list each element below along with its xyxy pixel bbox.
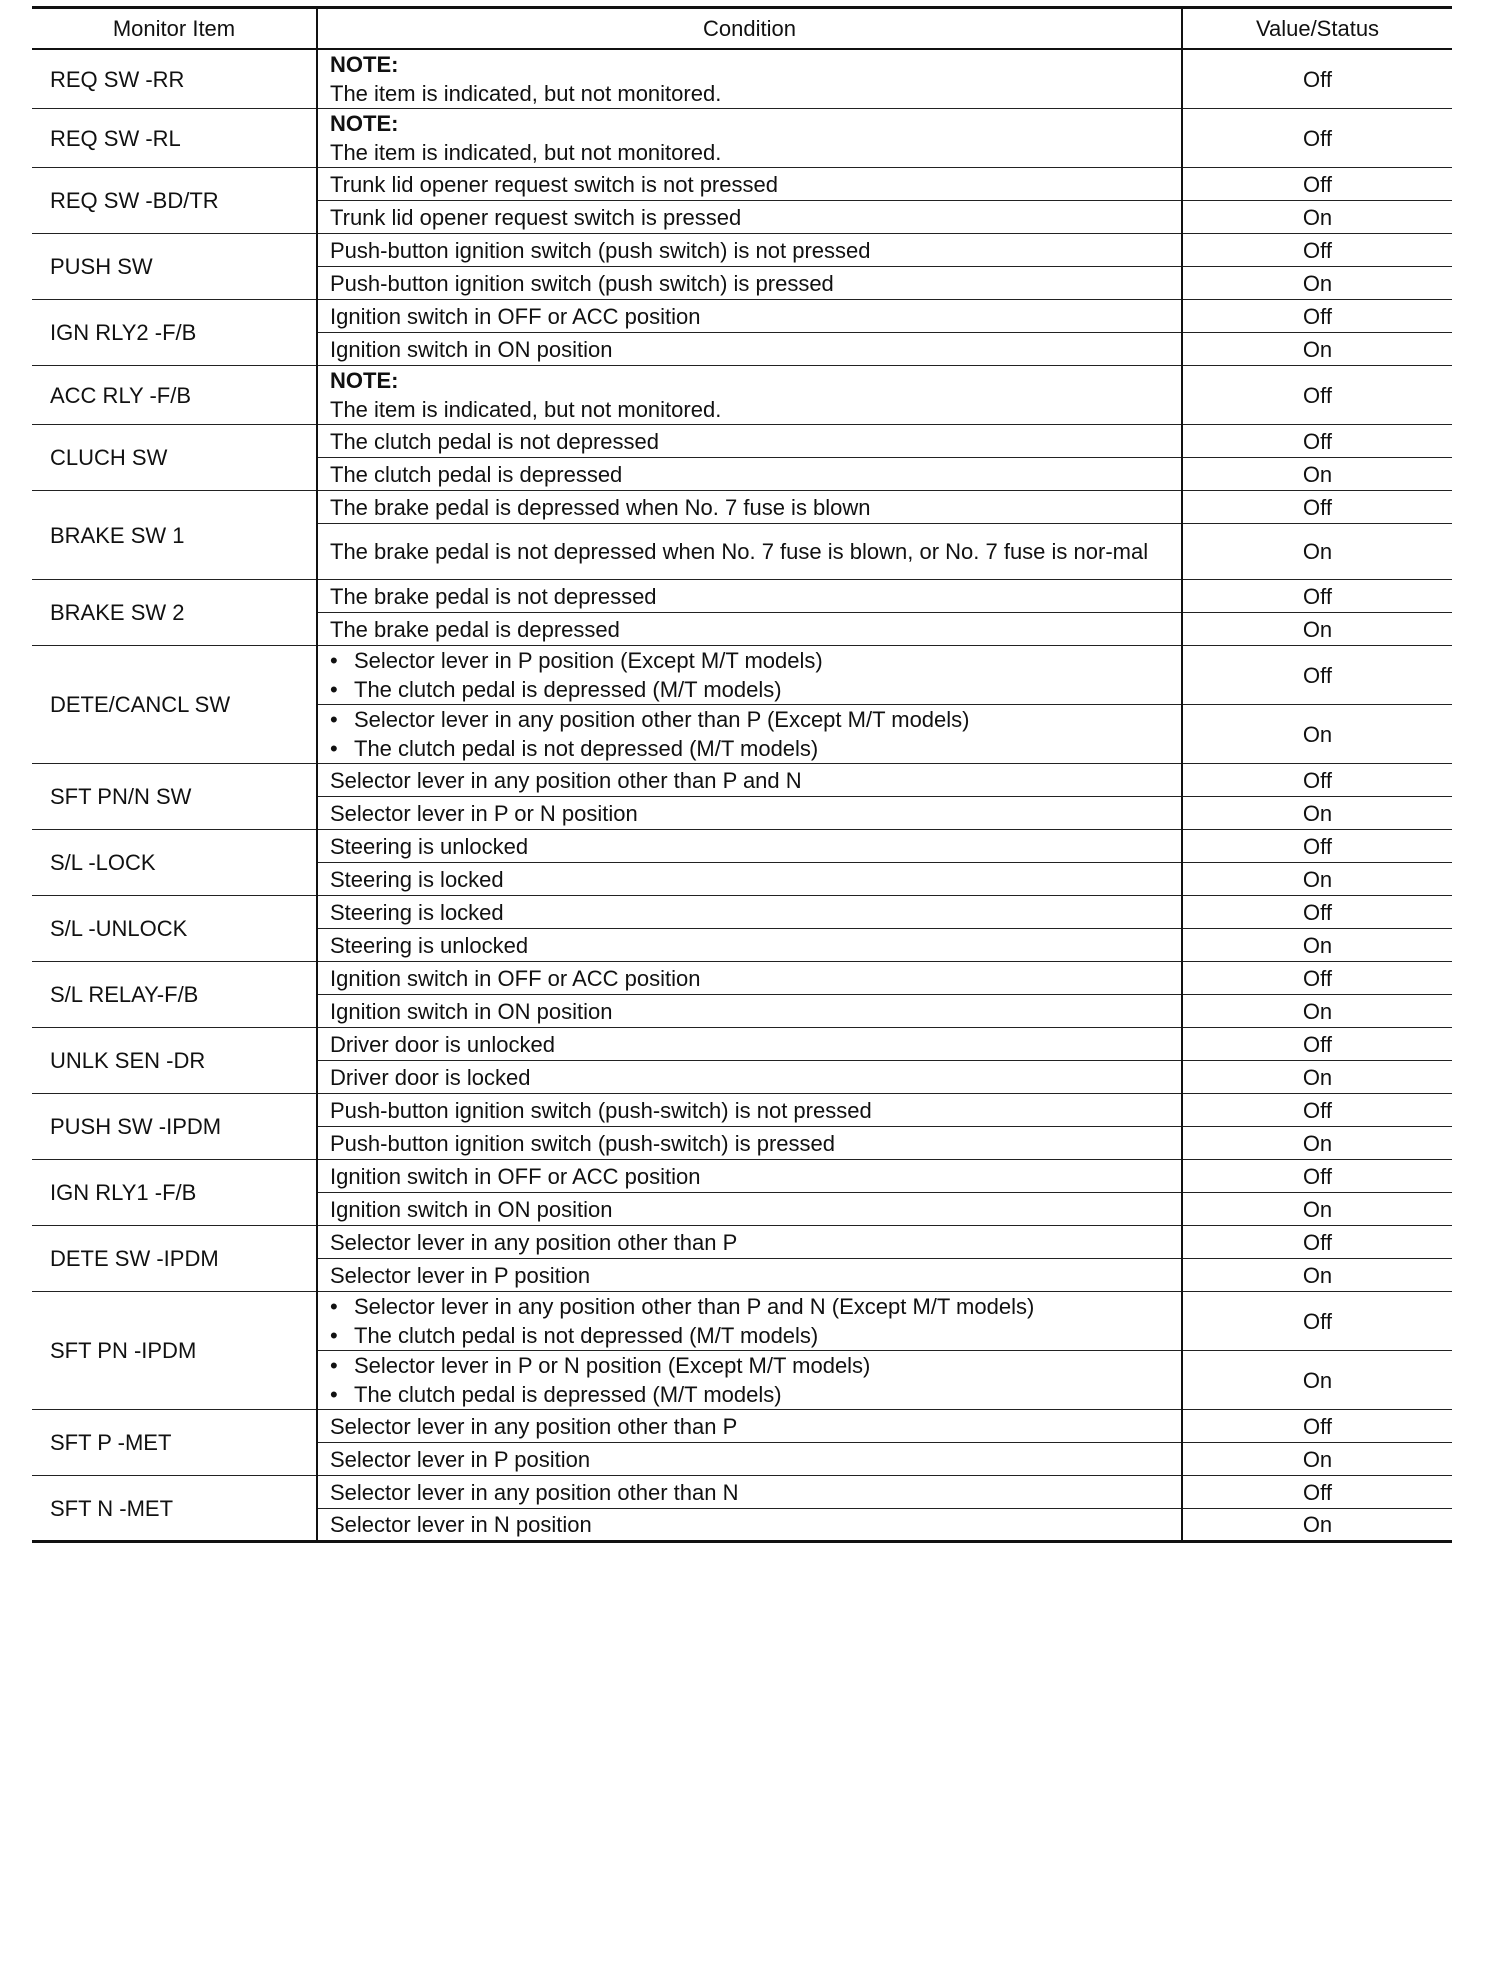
bullet-item (330, 1380, 1169, 1409)
value-status-cell: Off (1182, 1160, 1452, 1193)
condition-cell: Trunk lid opener request switch is not pressed (317, 168, 1182, 201)
table-row (32, 491, 1452, 524)
table-row (32, 1094, 1452, 1127)
value-status-cell: On (1182, 1193, 1452, 1226)
value-status-cell: Off (1182, 1226, 1452, 1259)
bullet-item (330, 734, 1169, 763)
value-status-cell: Off (1182, 109, 1452, 168)
monitor-item-cell: SFT N -MET (32, 1476, 317, 1542)
bullet-icon: • (330, 1382, 338, 1407)
value-status-cell: Off (1182, 300, 1452, 333)
value-status-cell: On (1182, 797, 1452, 830)
monitor-item-cell: S/L -LOCK (32, 830, 317, 896)
value-status-cell: On (1182, 995, 1452, 1028)
table-row (32, 168, 1452, 201)
monitor-item-cell: REQ SW -RL (32, 109, 317, 168)
bullet-icon: • (330, 736, 338, 761)
bullet-icon: • (330, 648, 338, 673)
value-status-cell: Off (1182, 646, 1452, 705)
table-row (32, 1476, 1452, 1509)
monitor-item-cell: ACC RLY -F/B (32, 366, 317, 425)
bullet-item (330, 705, 1169, 734)
value-status-cell: On (1182, 1259, 1452, 1292)
condition-cell: Selector lever in N position (317, 1509, 1182, 1542)
bullet-text: The clutch pedal is not depressed (M/T models) (354, 1323, 819, 1348)
bullet-text: Selector lever in P position (Except M/T models) (354, 648, 823, 673)
bullet-icon: • (330, 677, 338, 702)
monitor-item-cell: SFT P -MET (32, 1410, 317, 1476)
monitor-item-cell: PUSH SW (32, 234, 317, 300)
value-status-cell: On (1182, 1351, 1452, 1410)
bullet-icon: • (330, 1323, 338, 1348)
condition-cell: Selector lever in P or N position (317, 797, 1182, 830)
condition-cell: Ignition switch in OFF or ACC position (317, 300, 1182, 333)
condition-cell: Steering is unlocked (317, 929, 1182, 962)
monitor-item-cell: BRAKE SW 2 (32, 580, 317, 646)
monitor-item-cell: IGN RLY1 -F/B (32, 1160, 317, 1226)
monitor-item-cell: REQ SW -BD/TR (32, 168, 317, 234)
condition-cell: Selector lever in any position other than P (317, 1410, 1182, 1443)
value-status-cell: On (1182, 333, 1452, 366)
table-row (32, 1028, 1452, 1061)
table-row (32, 646, 1452, 705)
table-row (32, 580, 1452, 613)
condition-cell: The brake pedal is depressed when No. 7 fuse is blown (317, 491, 1182, 524)
bullet-item (330, 1351, 1169, 1380)
condition-cell: Steering is locked (317, 896, 1182, 929)
table-row (32, 366, 1452, 425)
monitor-item-cell: BRAKE SW 1 (32, 491, 317, 580)
value-status-cell: Off (1182, 1476, 1452, 1509)
bullet-text: Selector lever in any position other than P (Except M/T models) (354, 707, 970, 732)
value-status-cell: Off (1182, 366, 1452, 425)
condition-cell (317, 1292, 1182, 1351)
condition-cell: Push-button ignition switch (push switch) is pressed (317, 267, 1182, 300)
table-body (32, 49, 1452, 1542)
bullet-icon: • (330, 1353, 338, 1378)
condition-cell: Selector lever in P position (317, 1443, 1182, 1476)
condition-cell: Push-button ignition switch (push-switch) is pressed (317, 1127, 1182, 1160)
monitor-item-cell: SFT PN/N SW (32, 764, 317, 830)
monitor-item-cell: REQ SW -RR (32, 49, 317, 109)
value-status-cell: On (1182, 524, 1452, 580)
value-status-cell: On (1182, 1509, 1452, 1542)
condition-cell (317, 705, 1182, 764)
table-row (32, 109, 1452, 168)
monitor-item-cell: DETE/CANCL SW (32, 646, 317, 764)
table-row (32, 234, 1452, 267)
value-status-cell: On (1182, 458, 1452, 491)
value-status-cell: On (1182, 705, 1452, 764)
condition-cell: Trunk lid opener request switch is pressed (317, 201, 1182, 234)
note-text: The item is indicated, but not monitored. (330, 81, 722, 106)
value-status-cell: On (1182, 863, 1452, 896)
table-row (32, 425, 1452, 458)
value-status-cell: Off (1182, 1410, 1452, 1443)
table-row (32, 896, 1452, 929)
note-label: NOTE: (330, 111, 399, 136)
table-row (32, 1226, 1452, 1259)
monitor-item-cell: PUSH SW -IPDM (32, 1094, 317, 1160)
condition-cell: Selector lever in any position other than P (317, 1226, 1182, 1259)
condition-cell (317, 109, 1182, 168)
header-monitor-item: Monitor Item (32, 8, 317, 50)
monitor-item-cell: SFT PN -IPDM (32, 1292, 317, 1410)
condition-cell (317, 1351, 1182, 1410)
condition-cell (317, 366, 1182, 425)
header-condition: Condition (317, 8, 1182, 50)
value-status-cell: Off (1182, 1094, 1452, 1127)
condition-cell: The clutch pedal is depressed (317, 458, 1182, 491)
value-status-cell: On (1182, 1061, 1452, 1094)
bullet-text: Selector lever in P or N position (Except M/T models) (354, 1353, 871, 1378)
monitor-item-cell: UNLK SEN -DR (32, 1028, 317, 1094)
value-status-cell: On (1182, 201, 1452, 234)
condition-cell: Driver door is locked (317, 1061, 1182, 1094)
value-status-cell: Off (1182, 962, 1452, 995)
condition-cell: Ignition switch in ON position (317, 1193, 1182, 1226)
value-status-cell: On (1182, 1127, 1452, 1160)
header-row (32, 8, 1452, 50)
bullet-text: Selector lever in any position other than P and N (Except M/T models) (354, 1294, 1035, 1319)
header-value-status: Value/Status (1182, 8, 1452, 50)
bullet-text: The clutch pedal is depressed (M/T models) (354, 1382, 782, 1407)
table-row (32, 49, 1452, 109)
table-row (32, 1410, 1452, 1443)
condition-cell: Steering is locked (317, 863, 1182, 896)
value-status-cell: On (1182, 613, 1452, 646)
condition-cell: Push-button ignition switch (push-switch) is not pressed (317, 1094, 1182, 1127)
monitor-item-cell: S/L -UNLOCK (32, 896, 317, 962)
condition-cell (317, 49, 1182, 109)
condition-cell: Selector lever in P position (317, 1259, 1182, 1292)
monitor-item-cell: CLUCH SW (32, 425, 317, 491)
table-row (32, 830, 1452, 863)
note-text: The item is indicated, but not monitored. (330, 397, 722, 422)
table-row (32, 1292, 1452, 1351)
bullet-text: The clutch pedal is not depressed (M/T models) (354, 736, 819, 761)
bullet-item (330, 1321, 1169, 1350)
value-status-cell: Off (1182, 168, 1452, 201)
condition-cell: Driver door is unlocked (317, 1028, 1182, 1061)
condition-cell: Ignition switch in ON position (317, 333, 1182, 366)
condition-cell: Push-button ignition switch (push switch) is not pressed (317, 234, 1182, 267)
value-status-cell: Off (1182, 830, 1452, 863)
note-label: NOTE: (330, 368, 399, 393)
condition-cell: Ignition switch in ON position (317, 995, 1182, 1028)
value-status-cell: On (1182, 267, 1452, 300)
condition-cell: The brake pedal is not depressed (317, 580, 1182, 613)
value-status-cell: Off (1182, 580, 1452, 613)
bullet-item (330, 675, 1169, 704)
note-label: NOTE: (330, 52, 399, 77)
condition-cell: Ignition switch in OFF or ACC position (317, 962, 1182, 995)
value-status-cell: Off (1182, 896, 1452, 929)
value-status-cell: Off (1182, 425, 1452, 458)
table-row (32, 764, 1452, 797)
value-status-cell: On (1182, 1443, 1452, 1476)
monitor-item-cell: IGN RLY2 -F/B (32, 300, 317, 366)
value-status-cell: Off (1182, 491, 1452, 524)
table-row (32, 1160, 1452, 1193)
note-text: The item is indicated, but not monitored. (330, 140, 722, 165)
value-status-cell: Off (1182, 1292, 1452, 1351)
value-status-cell: Off (1182, 234, 1452, 267)
table-row (32, 962, 1452, 995)
table-row (32, 300, 1452, 333)
value-status-cell: Off (1182, 764, 1452, 797)
bullet-text: The clutch pedal is depressed (M/T models) (354, 677, 782, 702)
condition-cell: Selector lever in any position other than N (317, 1476, 1182, 1509)
value-status-cell: Off (1182, 49, 1452, 109)
condition-cell: The brake pedal is not depressed when No. 7 fuse is blown, or No. 7 fuse is nor-mal (317, 524, 1182, 580)
value-status-cell: Off (1182, 1028, 1452, 1061)
bullet-icon: • (330, 1294, 338, 1319)
condition-cell: Selector lever in any position other than P and N (317, 764, 1182, 797)
bullet-item (330, 646, 1169, 675)
condition-cell: Ignition switch in OFF or ACC position (317, 1160, 1182, 1193)
monitor-item-cell: S/L RELAY-F/B (32, 962, 317, 1028)
value-status-cell: On (1182, 929, 1452, 962)
condition-cell: Steering is unlocked (317, 830, 1182, 863)
bullet-item (330, 1292, 1169, 1321)
monitor-item-cell: DETE SW -IPDM (32, 1226, 317, 1292)
condition-cell (317, 646, 1182, 705)
monitor-item-table (32, 6, 1452, 1543)
condition-cell: The brake pedal is depressed (317, 613, 1182, 646)
bullet-icon: • (330, 707, 338, 732)
condition-cell: The clutch pedal is not depressed (317, 425, 1182, 458)
